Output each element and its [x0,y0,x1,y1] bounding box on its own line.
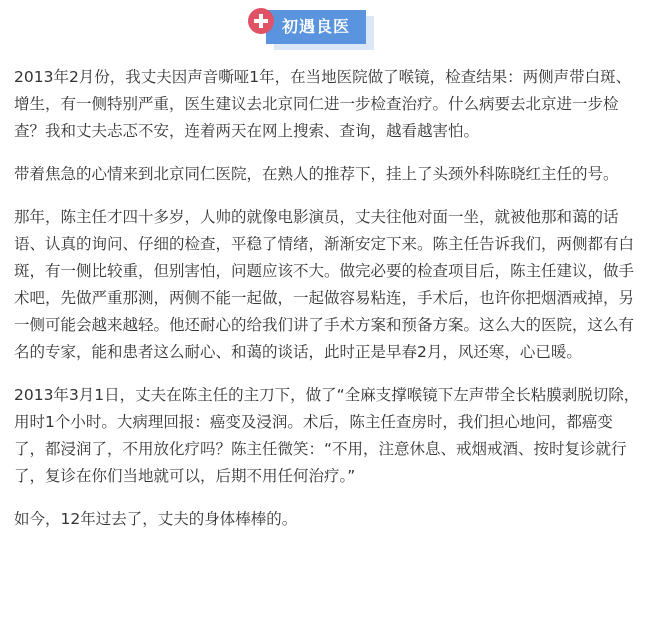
medical-cross-icon [248,8,274,34]
article-paragraph: 那年，陈主任才四十多岁，人帅的就像电影演员，丈夫往他对面一坐，就被他那和蔼的话语、认真的询问、仔细的检查，平稳了情绪，渐渐安定下来。陈主任告诉我们，两侧都有白斑，有一侧比较重，但别害怕，问题应该不大。做完必要的检查项目后，陈主任建议，做手术吧，先做严重那测，两侧不能一起做，一起做容易粘连，手术后，也许你把烟酒戒掉，另一侧可能会越来越轻。他还耐心的给我们讲了手术方案和预备方案。这么大的医院，这么有名的专家，能和患者这么耐心、和蔼的谈话，此时正是早春2月，风还寒，心已暖。 [14,208,635,361]
section-header [0,0,654,60]
article-paragraph: 带着焦急的心情来到北京同仁医院，在熟人的推荐下，挂上了头颈外科陈晓红主任的号。 [14,165,619,183]
section-title: 初遇良医 [266,10,366,44]
article-paragraph: 2013年3月1日，丈夫在陈主任的主刀下，做了“全麻支撑喉镜下左声带全长粘膜剥脱切除，用时1个小时。大病理回报：癌变及浸润。术后，陈主任查房时，我们担心地问，都癌变了，都浸润了，不用放化疗吗？陈主任微笑：“不用，注意休息、戒烟戒酒、按时复诊就行了，复诊在你们当地就可以，后期不用任何治疗。” [14,386,640,485]
article-paragraph: 2013年2月份，我丈夫因声音嘶哑1年，在当地医院做了喉镜，检查结果：两侧声带白斑、增生，有一侧特别严重，医生建议去北京同仁进一步检查治疗。什么病要去北京进一步检查？我和丈夫忐忑不安，连着两天在网上搜索、查询，越看越害怕。 [14,68,632,140]
article-paragraph: 如今，12年过去了，丈夫的身体棒棒的。 [14,510,298,528]
section-badge [248,8,378,52]
article-body [14,64,640,549]
